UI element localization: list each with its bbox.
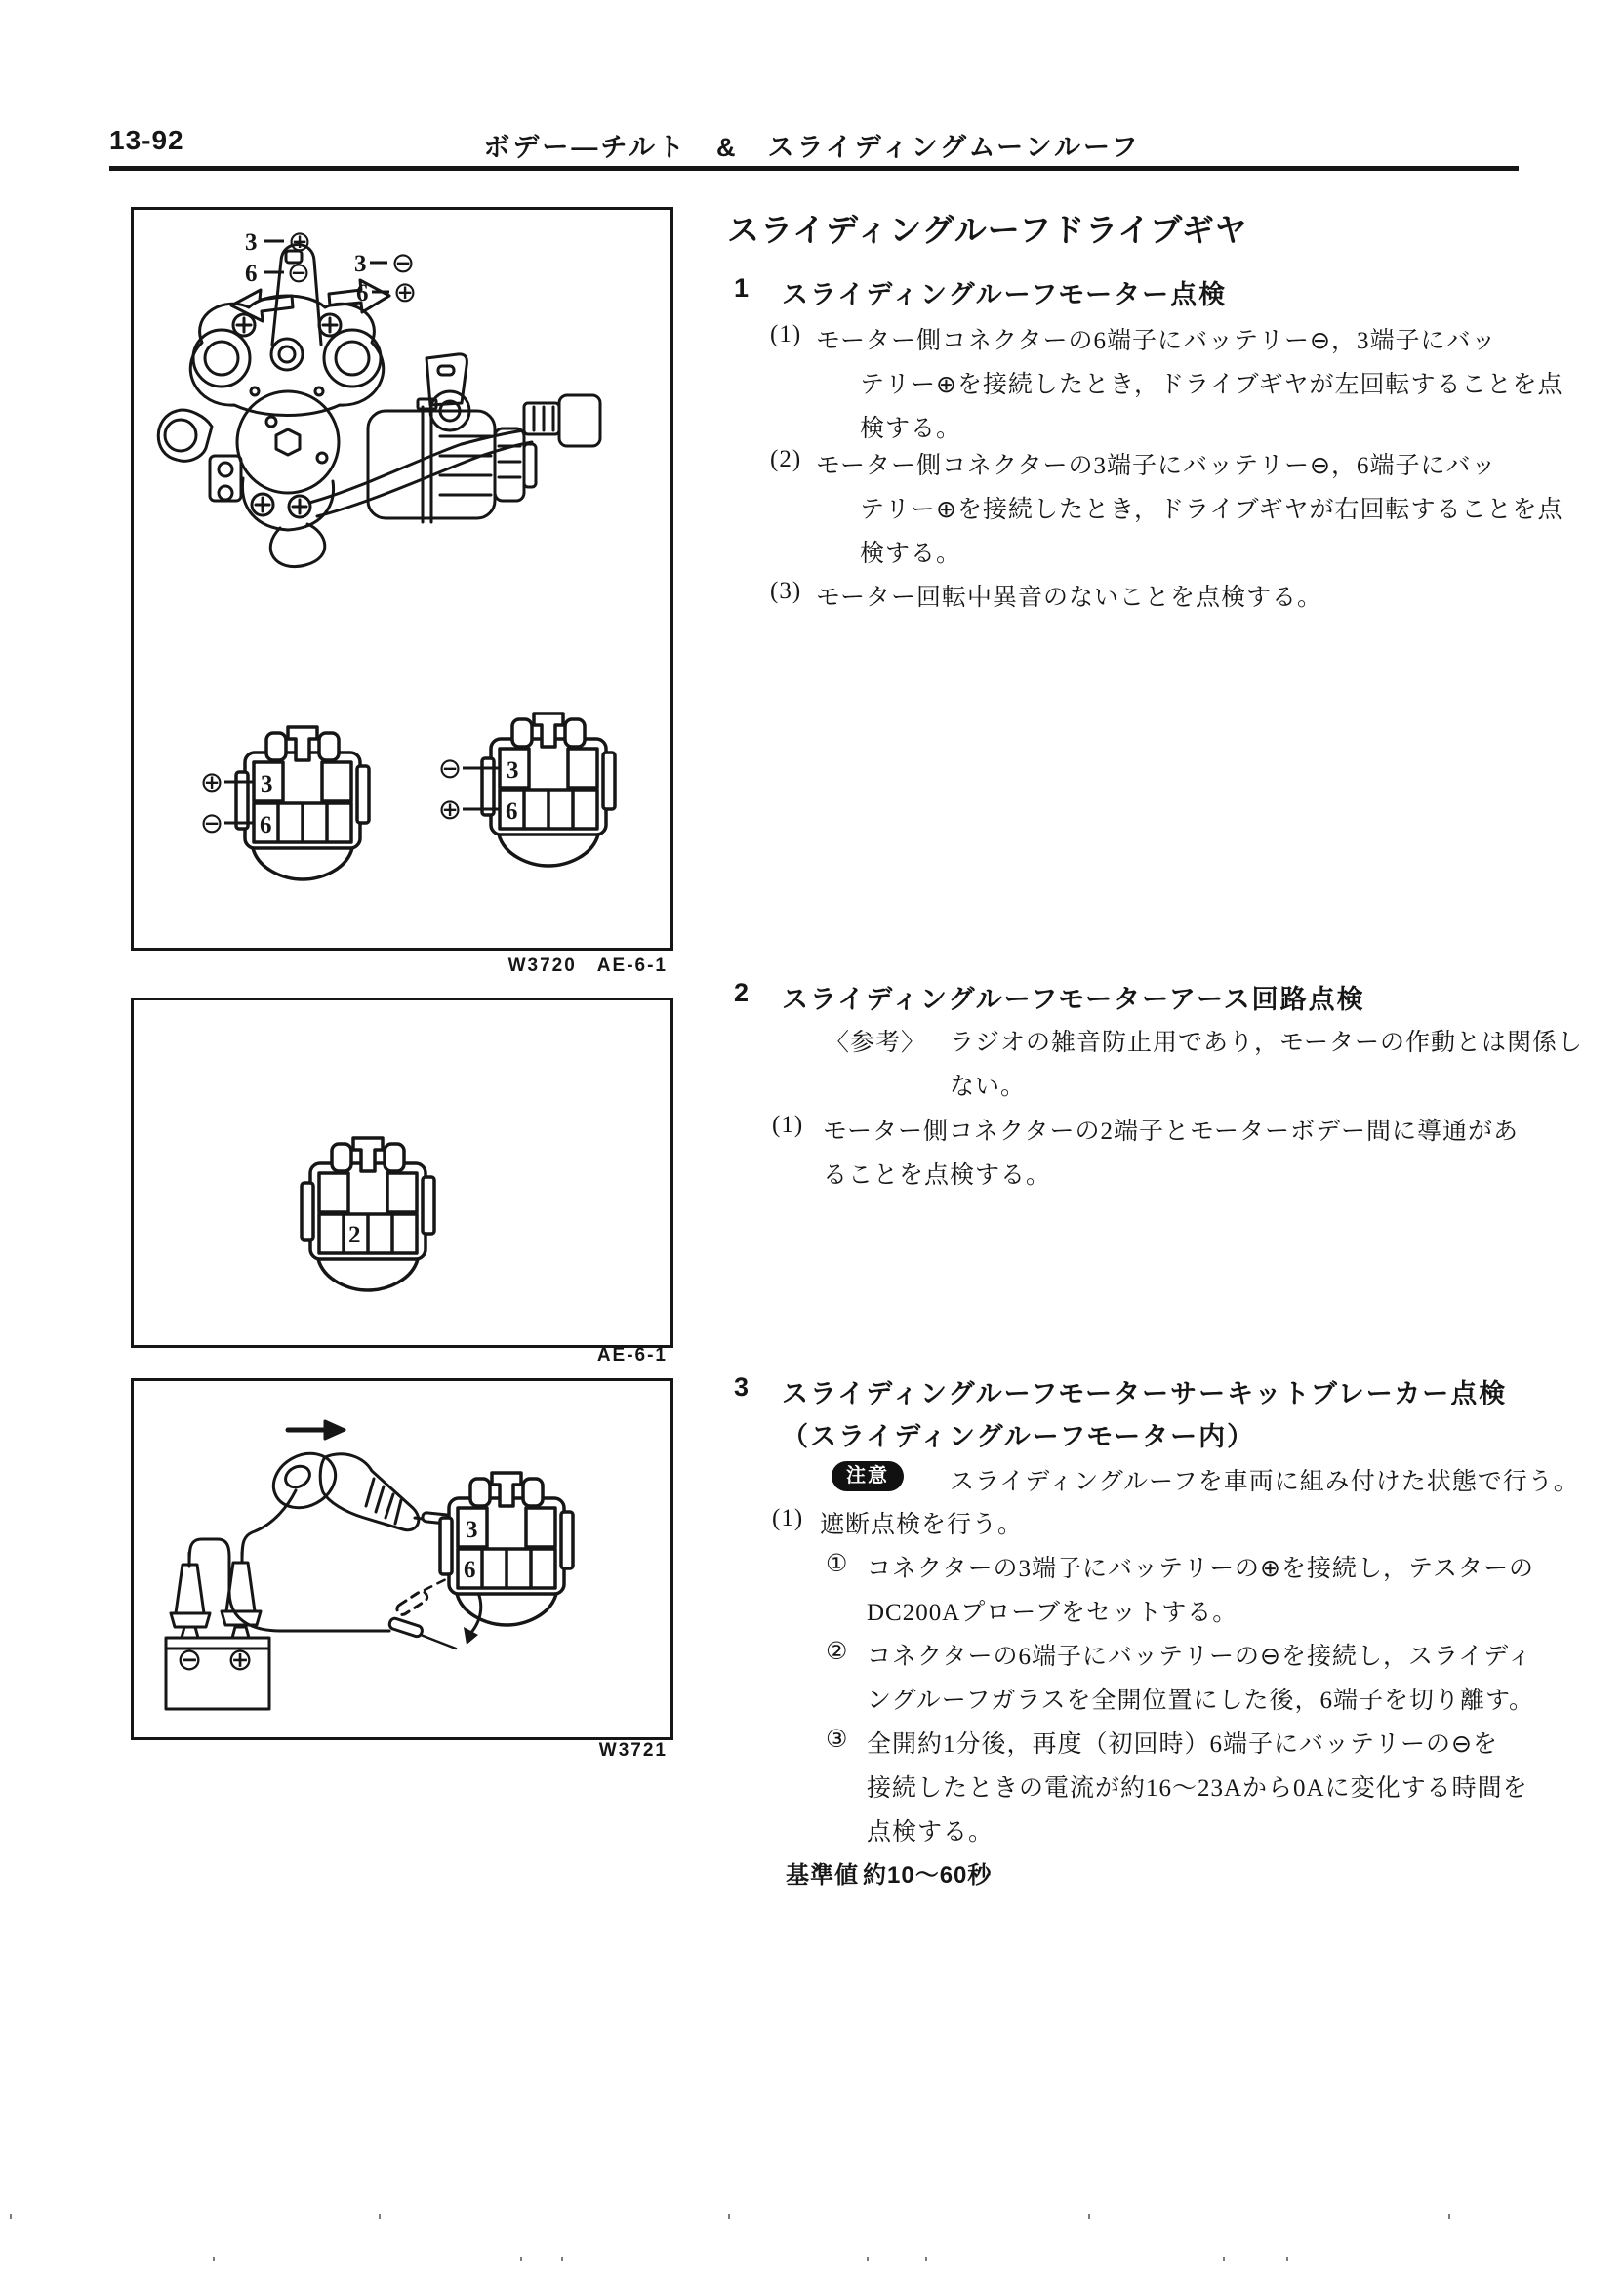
print-artifact bbox=[561, 2257, 563, 2261]
body-line: 全開約1分後，再度（初回時）6端子にバッテリーの⊖を bbox=[867, 1731, 1498, 1758]
caution-text: スライディングルーフを車両に組み付けた状態で行う。 bbox=[950, 1469, 1579, 1495]
test-probe bbox=[388, 1617, 456, 1649]
section-heading-line2: （スライディングルーフモーター内） bbox=[782, 1422, 1256, 1451]
figure-caption: W3720 AE-6-1 bbox=[508, 956, 668, 976]
print-artifact bbox=[520, 2257, 522, 2261]
body-line: 点検する。 bbox=[867, 1819, 995, 1846]
item-marker: (3) bbox=[770, 578, 802, 604]
print-artifact bbox=[867, 2257, 869, 2261]
plus-terminal-icon: ⊕ bbox=[392, 275, 418, 308]
terminal-label: 6 bbox=[260, 812, 272, 838]
ground-connector-figure bbox=[134, 1000, 670, 1345]
motor-figure bbox=[134, 210, 670, 948]
battery-clamp-negative bbox=[171, 1553, 210, 1627]
section-number: 1 bbox=[734, 273, 751, 303]
breaker-test-figure bbox=[134, 1381, 670, 1737]
header-rule bbox=[109, 166, 1519, 171]
terminal-label: 3 bbox=[466, 1517, 478, 1543]
body-line: コネクターの3端子にバッテリーの⊕を接続し，テスターの bbox=[867, 1556, 1534, 1582]
reference-tag: 〈参考〉 bbox=[825, 1030, 927, 1056]
item-marker: (1) bbox=[772, 1112, 804, 1138]
minus-terminal-icon: ⊖ bbox=[286, 256, 311, 289]
body-line: ることを点検する。 bbox=[823, 1162, 1052, 1189]
body-line: DC200Aプローブをセットする。 bbox=[867, 1600, 1238, 1626]
standard-value: 約10～60秒 bbox=[863, 1862, 993, 1889]
body-line: 接続したときの電流が約16～23Aから0Aに変化する時間を bbox=[867, 1775, 1528, 1802]
section-number: 3 bbox=[734, 1372, 751, 1402]
print-artifact bbox=[925, 2257, 927, 2261]
body-line: ングルーフガラスを全開位置にした後，6端子を切り離す。 bbox=[867, 1688, 1535, 1714]
body-line: ラジオの雑音防止用であり，モーターの作動とは関係し bbox=[950, 1030, 1584, 1056]
negative-lead-wire bbox=[189, 1539, 389, 1631]
positive-lead-wire bbox=[242, 1490, 296, 1563]
body-line: コネクターの6端子にバッテリーの⊖を接続し，スライディ bbox=[867, 1644, 1533, 1670]
figure-box-breaker-test bbox=[131, 1378, 673, 1740]
print-artifact bbox=[1088, 2214, 1090, 2219]
connector-ground bbox=[302, 1138, 434, 1290]
connector-breaker bbox=[440, 1473, 573, 1625]
body-line: 遮断点検を行う。 bbox=[820, 1512, 1024, 1538]
current-direction-arrow-icon bbox=[288, 1421, 345, 1439]
section-heading: スライディングルーフモーターサーキットブレーカー点検 bbox=[782, 1379, 1508, 1408]
body-line: モーター側コネクターの6端子にバッテリー⊖，3端子にバッ bbox=[816, 328, 1497, 354]
standard-value-label: 基準値 bbox=[786, 1862, 859, 1889]
minus-terminal-icon: ⊖ bbox=[437, 752, 463, 785]
body-line: モーター回転中異音のないことを点検する。 bbox=[816, 585, 1323, 611]
page-number: 13-92 bbox=[109, 125, 184, 155]
plus-terminal-icon: ⊕ bbox=[199, 765, 224, 798]
caution-badge: 注意 bbox=[832, 1461, 904, 1491]
figure-caption: AE-6-1 bbox=[596, 1345, 668, 1365]
minus-terminal-icon: ⊖ bbox=[390, 246, 416, 279]
body-line: 検する。 bbox=[860, 541, 962, 567]
item-marker: (1) bbox=[772, 1505, 804, 1531]
print-artifact bbox=[728, 2214, 730, 2219]
battery-minus-icon: ⊖ bbox=[176, 1641, 203, 1678]
terminal-label: 3 bbox=[354, 251, 367, 277]
terminal-label: 6 bbox=[245, 261, 258, 287]
chapter-header: ボデー―チルト & スライディングムーンルーフ bbox=[483, 133, 1141, 162]
substep-marker: ③ bbox=[826, 1727, 849, 1753]
substep-marker: ② bbox=[826, 1639, 849, 1665]
plus-terminal-icon: ⊕ bbox=[437, 793, 463, 826]
section-heading: スライディングルーフモーターアース回路点検 bbox=[782, 985, 1365, 1014]
terminal-label: 3 bbox=[507, 757, 519, 784]
terminal-label: 6 bbox=[356, 280, 369, 306]
section-number: 2 bbox=[734, 978, 751, 1007]
terminal-label: 6 bbox=[464, 1557, 476, 1583]
terminal-label: 3 bbox=[245, 229, 258, 256]
battery-clamp-positive bbox=[222, 1553, 261, 1625]
substep-marker: ① bbox=[826, 1551, 849, 1577]
figure-box-ground-connector bbox=[131, 998, 673, 1348]
body-line: テリー⊕を接続したとき，ドライブギヤが左回転することを点 bbox=[860, 372, 1563, 398]
print-artifact bbox=[10, 2214, 12, 2219]
terminal-label: 3 bbox=[261, 771, 273, 797]
figure-box-motor bbox=[131, 207, 673, 951]
connector-left bbox=[200, 727, 369, 879]
body-line: モーター側コネクターの2端子とモーターボデー間に導通があ bbox=[823, 1119, 1520, 1145]
print-artifact bbox=[1286, 2257, 1288, 2261]
minus-terminal-icon: ⊖ bbox=[199, 806, 224, 839]
page-title: スライディングルーフドライブギヤ bbox=[727, 212, 1248, 248]
section-heading: スライディングルーフモーター点検 bbox=[782, 280, 1228, 309]
plus-terminal-icon: ⊕ bbox=[287, 224, 312, 258]
body-line: ない。 bbox=[950, 1074, 1027, 1100]
body-line: 検する。 bbox=[860, 416, 962, 442]
connector-right bbox=[438, 713, 615, 866]
terminal-label: 6 bbox=[506, 798, 518, 825]
figure-caption: W3721 bbox=[598, 1740, 668, 1761]
print-artifact bbox=[379, 2214, 381, 2219]
print-artifact bbox=[1223, 2257, 1225, 2261]
item-marker: (1) bbox=[770, 321, 802, 347]
terminal-label: 2 bbox=[348, 1222, 361, 1248]
battery-plus-icon: ⊕ bbox=[226, 1641, 254, 1678]
item-marker: (2) bbox=[770, 446, 802, 472]
print-artifact bbox=[1448, 2214, 1450, 2219]
body-line: テリー⊕を接続したとき，ドライブギヤが右回転することを点 bbox=[860, 497, 1563, 523]
body-line: モーター側コネクターの3端子にバッテリー⊖，6端子にバッ bbox=[816, 453, 1497, 479]
print-artifact bbox=[213, 2257, 215, 2261]
